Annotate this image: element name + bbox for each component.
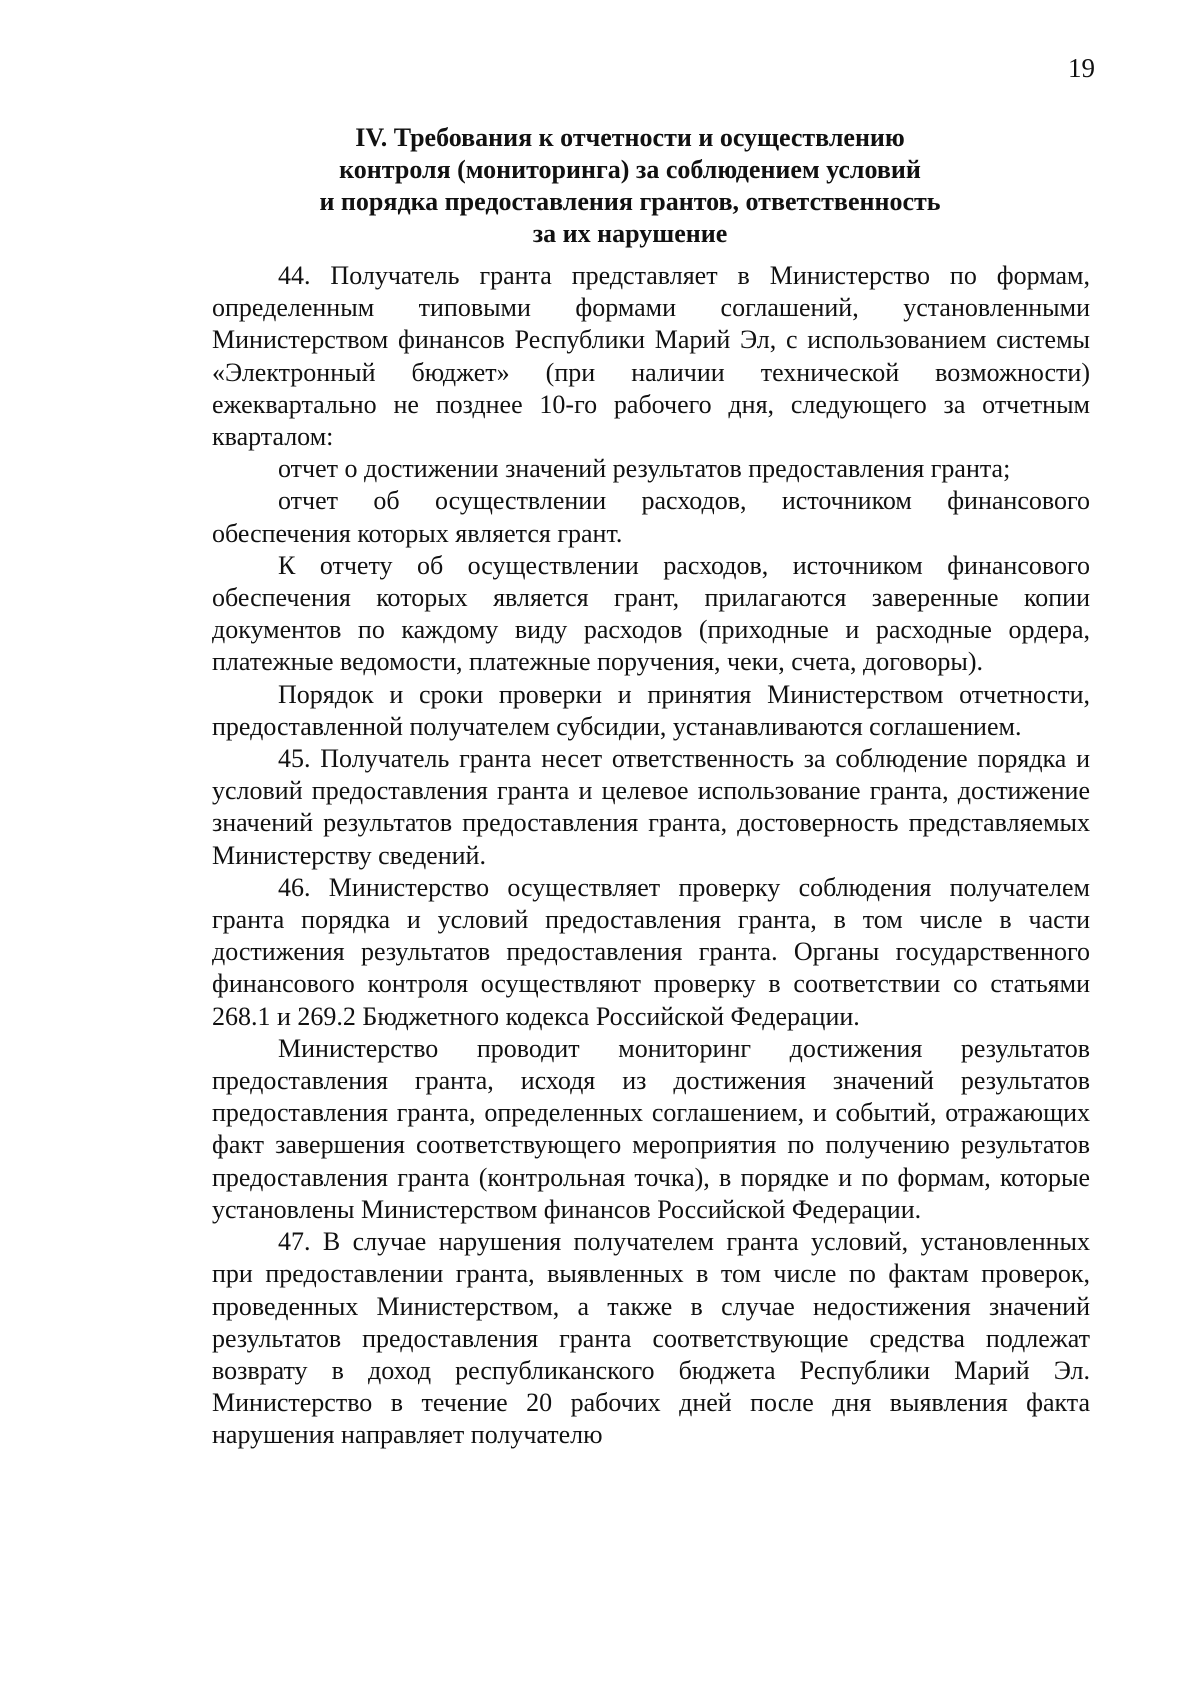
paragraph-46: 46. Министерство осуществляет проверку соблюдения получателем гранта порядка и условий предоставления гранта, в том числе в части достижения результатов предоставления гранта. Органы государственного финансового контроля осуществляют проверку в соответствии со статьями 268.1 и 269.2 Бюджетного кодекса Российской Федерации. [212,872,1090,1031]
paragraph-report-expenses: отчет об осуществлении расходов, источником финансового обеспечения которых является грант. [212,486,1090,548]
heading-line: IV. Требования к отчетности и осуществлению [355,123,905,152]
paragraph-monitoring: Министерство проводит мониторинг достижения результатов предоставления гранта, исходя из достижения значений результатов предоставления гранта, определенных соглашением, и событий, отражающих факт завершения соответствующего мероприятия по получению результатов предоставления гранта (контрольная точка), в порядке и по формам, которые установлены Министерством финансов Российской Федерации. [212,1033,1090,1224]
paragraph-review-order: Порядок и сроки проверки и принятия Министерством отчетности, предоставленной получателем субсидии, устанавливаются соглашением. [212,679,1090,741]
page-number: 19 [1068,53,1095,83]
paragraph-attachments: К отчету об осуществлении расходов, источником финансового обеспечения которых является грант, прилагаются заверенные копии документов по каждому виду расходов (приходные и расходные ордера, платежные ведомости, платежные поручения, чеки, счета, договоры). [212,550,1090,677]
heading-line: и порядка предоставления грантов, ответственность [319,187,941,216]
document-body [212,260,1090,1452]
paragraph-report-results: отчет о достижении значений результатов предоставления гранта; [278,454,1011,484]
section-heading [200,122,1060,250]
paragraph-47: 47. В случае нарушения получателем гранта условий, установленных при предоставлении гранта, выявленных в том числе по фактам проверок, проведенных Министерством, а также в случае недостижения значений результатов предоставления гранта соответствующие средства подлежат возврату в доход республиканского бюджета Республики Марий Эл. Министерство в течение 20 рабочих дней после дня выявления факта нарушения направляет получателю [212,1227,1090,1450]
heading-line: за их нарушение [532,219,728,248]
paragraph-45: 45. Получатель гранта несет ответственность за соблюдение порядка и условий предоставления гранта и целевое использование гранта, достижение значений результатов предоставления гранта, достоверность представляемых Министерству сведений. [212,744,1090,870]
paragraph-44: 44. Получатель гранта представляет в Министерство по формам, определенным типовыми формами соглашений, установленными Министерством финансов Республики Марий Эл, с использованием системы «Электронный бюджет» (при наличии технической возможности) ежеквартально не позднее 10-го рабочего дня, следующего за отчетным кварталом: [212,261,1090,452]
heading-line: контроля (мониторинга) за соблюдением условий [339,155,921,184]
